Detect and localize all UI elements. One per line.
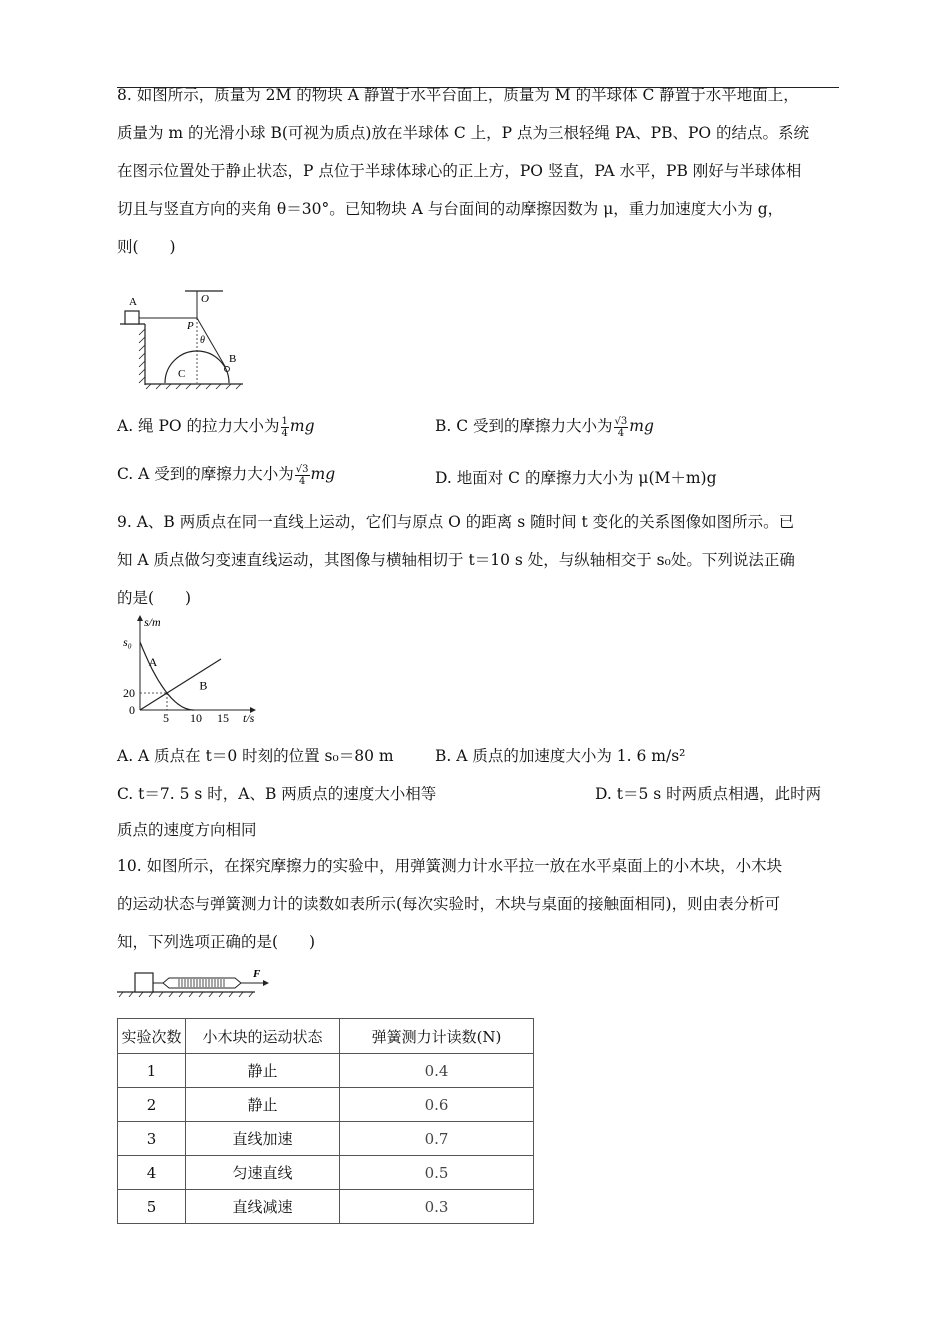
fraction-numerator: √3 xyxy=(295,463,309,475)
wooden-block xyxy=(135,973,153,992)
cell-state: 直线减速 xyxy=(186,1190,340,1224)
cell-trial: 5 xyxy=(118,1190,186,1224)
q8-option-a-tail: mg xyxy=(289,417,315,435)
q8-figure xyxy=(115,285,255,395)
q9-option-d-continued: 质点的速度方向相同 xyxy=(117,821,257,839)
block-a xyxy=(125,311,139,324)
q9-line-1: 9. A、B 两质点在同一直线上运动，它们与原点 O 的距离 s 随时间 t 变化的关系图像如图所示。已 xyxy=(117,513,795,531)
table-row xyxy=(118,1088,534,1122)
x-tick-label: 5 xyxy=(163,711,169,725)
fraction xyxy=(614,416,629,439)
header-trial: 实验次数 xyxy=(118,1019,186,1054)
y-axis-label: s/m xyxy=(144,615,161,629)
fraction xyxy=(281,416,289,439)
results-table xyxy=(117,1018,534,1224)
fraction-denominator: 4 xyxy=(617,427,625,439)
cell-reading: 0.5 xyxy=(340,1156,534,1190)
table-row xyxy=(118,1190,534,1224)
q8-line-5: 则( ) xyxy=(117,238,176,256)
x-tick-label: 15 xyxy=(217,711,229,725)
q9-chart xyxy=(115,610,265,730)
label-b: B xyxy=(229,353,237,365)
y-tick-label: 20 xyxy=(123,686,135,700)
force-label: F xyxy=(253,968,261,980)
y-tick-label: s₀ xyxy=(123,635,132,649)
label-theta: θ xyxy=(200,335,205,346)
fraction-denominator: 4 xyxy=(281,427,288,439)
cell-reading: 0.6 xyxy=(340,1088,534,1122)
cell-state: 静止 xyxy=(186,1088,340,1122)
q10-line-2: 的运动状态与弹簧测力计的读数如表所示(每次实验时，木块与桌面的接触面相同)，则由表分析可 xyxy=(117,895,781,913)
fraction-denominator: 4 xyxy=(298,475,306,487)
cell-state: 直线加速 xyxy=(186,1122,340,1156)
table-header-row xyxy=(118,1019,534,1054)
q10-figure xyxy=(115,965,275,1000)
cell-reading: 0.3 xyxy=(340,1190,534,1224)
x-axis-label: t/s xyxy=(243,711,255,725)
q8-option-a xyxy=(117,414,315,439)
cell-trial: 3 xyxy=(118,1122,186,1156)
q9-line-3: 的是( ) xyxy=(117,589,192,607)
q10-stem xyxy=(117,847,842,961)
x-tick-label: 10 xyxy=(190,711,202,725)
cell-state: 匀速直线 xyxy=(186,1156,340,1190)
fraction-numerator: √3 xyxy=(614,415,628,427)
cell-trial: 2 xyxy=(118,1088,186,1122)
header-reading: 弹簧测力计读数(N) xyxy=(340,1019,534,1054)
q9-line-2: 知 A 质点做匀变速直线运动，其图像与横轴相切于 t＝10 s 处，与纵轴相交于 s₀处。下列说法正确 xyxy=(117,551,795,569)
series-a-curve xyxy=(140,642,194,710)
q8-line-3: 在图示位置处于静止状态，P 点位于半球体球心的正上方，PO 竖直，PA 水平，PB 刚好与半球体相 xyxy=(117,162,802,180)
table-row xyxy=(118,1054,534,1088)
header-state: 小木块的运动状态 xyxy=(186,1019,340,1054)
cell-state: 静止 xyxy=(186,1054,340,1088)
cell-reading: 0.7 xyxy=(340,1122,534,1156)
y-tick-label: 0 xyxy=(129,703,135,717)
fraction-numerator: 1 xyxy=(281,415,288,427)
q8-option-c-tail: mg xyxy=(310,465,336,483)
q9-option-a: A. A 质点在 t＝0 时刻的位置 s₀＝80 m xyxy=(117,747,394,765)
q8-line-1: 8. 如图所示，质量为 2M 的物块 A 静置于水平台面上，质量为 M 的半球体 C 静置于水平地面上， xyxy=(117,86,799,104)
q9-option-c: C. t＝7. 5 s 时，A、B 两质点的速度大小相等 xyxy=(117,785,437,803)
series-a-label: A xyxy=(148,654,158,669)
series-b-label: B xyxy=(199,678,208,693)
q8-option-b-text: B. C 受到的摩擦力大小为 xyxy=(435,417,613,435)
cell-reading: 0.4 xyxy=(340,1054,534,1088)
q9-option-b: B. A 质点的加速度大小为 1. 6 m/s² xyxy=(435,747,686,765)
q8-option-b xyxy=(435,414,654,439)
q10-line-1: 10. 如图所示，在探究摩擦力的实验中，用弹簧测力计水平拉一放在水平桌面上的小木块，小木块 xyxy=(117,857,783,875)
cell-trial: 4 xyxy=(118,1156,186,1190)
q8-option-a-text: A. 绳 PO 的拉力大小为 xyxy=(117,417,280,435)
label-p: P xyxy=(187,320,194,332)
q8-option-b-tail: mg xyxy=(629,417,654,435)
q8-stem xyxy=(117,76,842,266)
q8-line-2: 质量为 m 的光滑小球 B(可视为质点)放在半球体 C 上，P 点为三根轻绳 PA、PB、PO 的结点。系统 xyxy=(117,124,810,142)
label-c: C xyxy=(178,368,186,380)
q8-line-4: 切且与竖直方向的夹角 θ＝30°。已知物块 A 与台面间的动摩擦因数为 μ，重力加速度大小为 g， xyxy=(117,200,784,218)
q9-option-d: D. t＝5 s 时两质点相遇，此时两 xyxy=(595,785,822,803)
label-o: O xyxy=(201,293,209,305)
fraction xyxy=(295,464,310,487)
table-row xyxy=(118,1122,534,1156)
q8-option-d: D. 地面对 C 的摩擦力大小为 μ(M＋m)g xyxy=(435,469,717,487)
cell-trial: 1 xyxy=(118,1054,186,1088)
label-a: A xyxy=(129,296,137,308)
q8-option-c xyxy=(117,462,335,487)
q9-stem xyxy=(117,503,842,617)
table-row xyxy=(118,1156,534,1190)
q8-option-c-text: C. A 受到的摩擦力大小为 xyxy=(117,465,294,483)
q10-line-3: 知，下列选项正确的是( ) xyxy=(117,933,316,951)
